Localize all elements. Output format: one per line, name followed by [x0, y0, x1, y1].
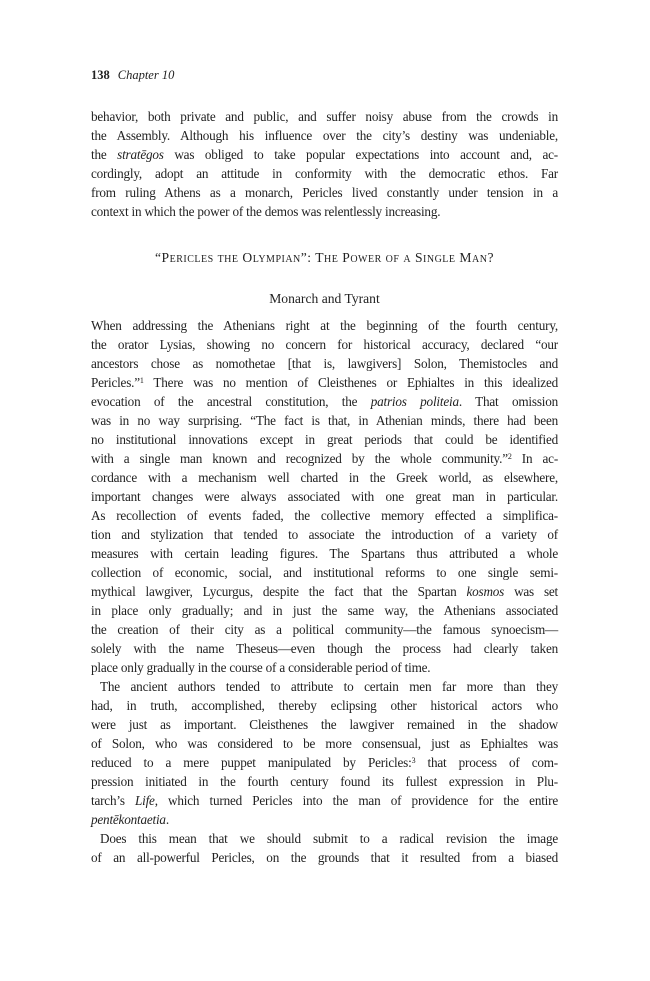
text-line: Pericles.”$^1$ There was no mention of Cleisthenes or Ephialtes in this idealized	[91, 375, 558, 390]
text-line: ancestors chose as nomothetae [that is, lawgivers] Solon, Themistocles and	[91, 356, 558, 371]
italic-term: kosmos	[466, 584, 505, 599]
page-number: 138	[91, 68, 110, 82]
paragraph-2	[91, 316, 558, 677]
paragraph-3	[91, 677, 558, 829]
text-line: measures with certain leading figures. The Spartans thus attributed a whole	[91, 546, 558, 561]
text-line: had, in truth, accomplished, thereby eclipsing other historical actors who	[91, 698, 558, 713]
text-line: collection of economic, social, and institutional reforms to one single semi-	[91, 565, 558, 580]
text-line: the creation of their city as a political community—the famous synoecism—	[91, 622, 558, 637]
section-heading: “Pericles the Olympian”: The Power of a Single Man?	[155, 250, 494, 265]
text-line: of Solon, who was considered to be more consensual, just as Ephialtes was	[91, 736, 558, 751]
paragraph-4	[91, 829, 558, 867]
text-line: was in no way surprising. “The fact is that, in Athenian minds, there had been	[91, 413, 558, 428]
text-line: The ancient authors tended to attribute to certain men far more than they	[100, 679, 558, 694]
text-line: reduced to a mere puppet manipulated by Pericles:$^3$ that process of com-	[91, 755, 558, 770]
text-line: As recollection of events faded, the collective memory effected a simplifica-	[91, 508, 558, 523]
footnote-marker[interactable]: 1	[139, 376, 144, 385]
italic-term: pentēkontaetia	[91, 812, 166, 827]
text-line: place only gradually in the course of a considerable period of time.	[91, 660, 431, 675]
italic-term: stratēgos	[117, 147, 164, 162]
footnote-marker[interactable]: 2	[507, 452, 512, 461]
text-line: with a single man known and recognized by the whole community.”$^2$ In ac-	[91, 451, 559, 466]
text-line: were just as important. Cleisthenes the lawgiver remained in the shadow	[91, 717, 558, 732]
chapter-label: Chapter 10	[117, 68, 175, 82]
text-line: the Assembly. Although his influence over the city’s destiny was undeniable,	[91, 128, 558, 143]
text-line: in place only gradually; and in just the same way, the Athenians associated	[91, 603, 558, 618]
text-line: behavior, both private and public, and suffer noisy abuse from the crowds in	[91, 109, 558, 124]
text-line: pression initiated in the fourth century found its fullest expression in Plu-	[91, 774, 558, 789]
text-line: solely with the name Theseus—even though the process had clearly taken	[91, 641, 558, 656]
text-line: the stratēgos was obliged to take popular expectations into account and, ac-	[91, 147, 558, 162]
sub-heading: Monarch and Tyrant	[269, 291, 380, 306]
text-line: Does this mean that we should submit to a radical revision the image	[100, 831, 558, 846]
text-line: the orator Lysias, showing no concern for historical accuracy, declared “our	[91, 337, 558, 352]
text-line: When addressing the Athenians right at the beginning of the fourth century,	[91, 318, 558, 333]
italic-term: Life	[135, 793, 155, 808]
text-line: important changes were always associated with one great man in particular.	[91, 489, 558, 504]
paragraph-1	[91, 107, 558, 221]
text-line: pentēkontaetia.	[91, 812, 169, 827]
text-line: from ruling Athens as a monarch, Pericles lived constantly under tension in a	[91, 185, 558, 200]
text-line: no institutional innovations except in great periods that could be identified	[91, 432, 558, 447]
footnote-marker[interactable]: 3	[411, 756, 416, 765]
text-line: evocation of the ancestral constitution, the patrios politeia. That omission	[91, 394, 558, 409]
text-line: tion and stylization that tended to associate the introduction of a variety of	[91, 527, 558, 542]
italic-term: patrios politeia	[370, 394, 459, 409]
text-line: mythical lawgiver, Lycurgus, despite the fact that the Spartan kosmos was set	[91, 584, 558, 599]
text-line: tarch’s Life, which turned Pericles into the man of providence for the entire	[91, 793, 558, 808]
page	[91, 66, 558, 867]
text-line: of an all-powerful Pericles, on the grounds that it resulted from a biased	[91, 850, 558, 865]
text-line: cordingly, adopt an attitude in conformity with the democratic ethos. Far	[91, 166, 558, 181]
text-line: cordance with a mechanism well charted in the Greek world, as elsewhere,	[91, 470, 558, 485]
text-line: context in which the power of the demos was relentlessly increasing.	[91, 204, 441, 219]
running-head	[91, 66, 558, 84]
